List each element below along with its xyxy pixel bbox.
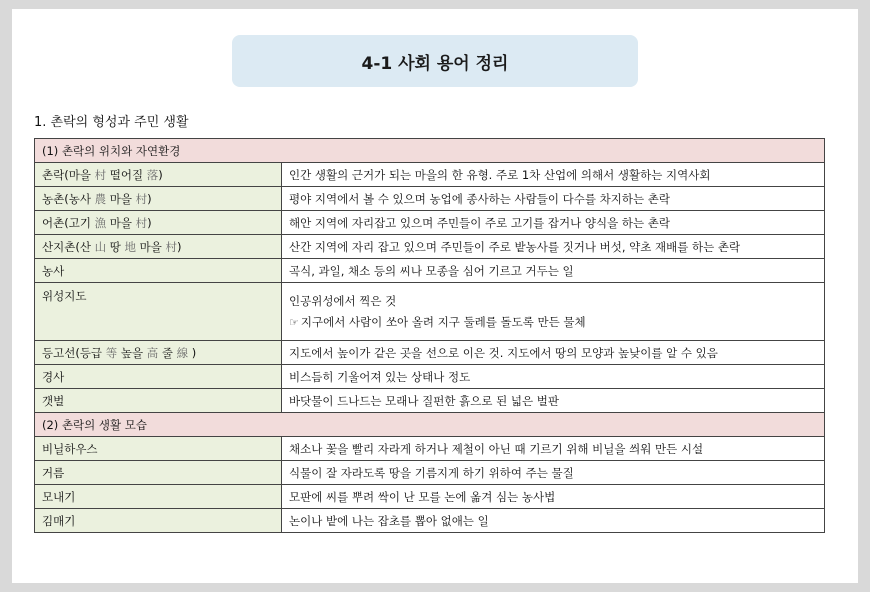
definition-cell: 산간 지역에 자리 잡고 있으며 주민들이 주로 밭농사를 짓거나 버섯, 약초 재배를 하는 촌락 bbox=[282, 235, 825, 259]
table-row bbox=[35, 235, 825, 259]
pointing-hand-icon: ☞ bbox=[289, 316, 299, 329]
term-cell: 위성지도 bbox=[35, 283, 282, 341]
hanja-char: 村 bbox=[135, 191, 148, 206]
page-title: 4-1 사회 용어 정리 bbox=[232, 35, 638, 87]
hanja-char: 村 bbox=[165, 239, 178, 254]
hanja-char: 等 bbox=[105, 345, 118, 360]
table-row bbox=[35, 509, 825, 533]
definition-cell bbox=[282, 283, 825, 341]
table-row bbox=[35, 437, 825, 461]
hanja-char: 線 bbox=[176, 345, 189, 360]
term-cell: 촌락(마을 村 떨어질 落) bbox=[35, 163, 282, 187]
definition-cell: 채소나 꽃을 빨리 자라게 하거나 제철이 아닌 때 기르기 위해 비닐을 씌워 만든 시설 bbox=[282, 437, 825, 461]
hanja-char: 山 bbox=[94, 239, 107, 254]
document-page bbox=[12, 9, 858, 583]
table-row bbox=[35, 461, 825, 485]
hanja-char: 村 bbox=[135, 215, 148, 230]
category-label: (1) 촌락의 위치와 자연환경 bbox=[35, 139, 825, 163]
term-cell: 등고선(등급 等 높을 高 줄 線 ) bbox=[35, 341, 282, 365]
definition-cell: 해안 지역에 자리잡고 있으며 주민들이 주로 고기를 잡거나 양식을 하는 촌락 bbox=[282, 211, 825, 235]
term-cell: 경사 bbox=[35, 365, 282, 389]
definition-cell: 바닷물이 드나드는 모래나 질펀한 흙으로 된 넓은 벌판 bbox=[282, 389, 825, 413]
table-row bbox=[35, 163, 825, 187]
section-heading: 1. 촌락의 형성과 주민 생활 bbox=[34, 115, 189, 130]
definition-cell: 비스듬히 기울어져 있는 상태나 정도 bbox=[282, 365, 825, 389]
table-row bbox=[35, 283, 825, 341]
table-row bbox=[35, 389, 825, 413]
category-label: (2) 촌락의 생활 모습 bbox=[35, 413, 825, 437]
term-cell: 산지촌(산 山 땅 地 마을 村) bbox=[35, 235, 282, 259]
term-cell: 갯벌 bbox=[35, 389, 282, 413]
hanja-char: 高 bbox=[146, 345, 159, 360]
definition-cell: 인간 생활의 근거가 되는 마을의 한 유형. 주로 1차 산업에 의해서 생활하는 지역사회 bbox=[282, 163, 825, 187]
definition-cell: 모판에 씨를 뿌려 싹이 난 모를 논에 옮겨 심는 농사법 bbox=[282, 485, 825, 509]
table-row bbox=[35, 485, 825, 509]
category-row bbox=[35, 413, 825, 437]
term-cell: 모내기 bbox=[35, 485, 282, 509]
hanja-char: 村 bbox=[94, 167, 107, 182]
definition-cell: 평야 지역에서 볼 수 있으며 농업에 종사하는 사람들이 다수를 차지하는 촌락 bbox=[282, 187, 825, 211]
table-row bbox=[35, 187, 825, 211]
term-cell: 거름 bbox=[35, 461, 282, 485]
hanja-char: 漁 bbox=[94, 215, 107, 230]
definition-cell: 논이나 밭에 나는 잡초를 뽑아 없애는 일 bbox=[282, 509, 825, 533]
category-row bbox=[35, 139, 825, 163]
definition-cell: 식물이 잘 자라도록 땅을 기름지게 하기 위하여 주는 물질 bbox=[282, 461, 825, 485]
term-cell: 농촌(농사 農 마을 村) bbox=[35, 187, 282, 211]
term-cell: 김매기 bbox=[35, 509, 282, 533]
term-cell: 어촌(고기 漁 마을 村) bbox=[35, 211, 282, 235]
table-row bbox=[35, 365, 825, 389]
table-row bbox=[35, 211, 825, 235]
definition-line: 인공위성에서 찍은 것 bbox=[289, 294, 397, 308]
table-row bbox=[35, 341, 825, 365]
term-cell: 농사 bbox=[35, 259, 282, 283]
hanja-char: 農 bbox=[94, 191, 107, 206]
table-row bbox=[35, 259, 825, 283]
term-cell: 비닐하우스 bbox=[35, 437, 282, 461]
definition-note: ☞ 지구에서 사람이 쏘아 올려 지구 둘레를 돌도록 만든 물체 bbox=[289, 315, 586, 329]
terms-table bbox=[34, 138, 825, 533]
definition-cell: 곡식, 과일, 채소 등의 씨나 모종을 심어 기르고 거두는 일 bbox=[282, 259, 825, 283]
hanja-char: 落 bbox=[146, 167, 159, 182]
definition-cell: 지도에서 높이가 같은 곳을 선으로 이은 것. 지도에서 땅의 모양과 높낮이를 알 수 있음 bbox=[282, 341, 825, 365]
hanja-char: 地 bbox=[124, 239, 136, 254]
